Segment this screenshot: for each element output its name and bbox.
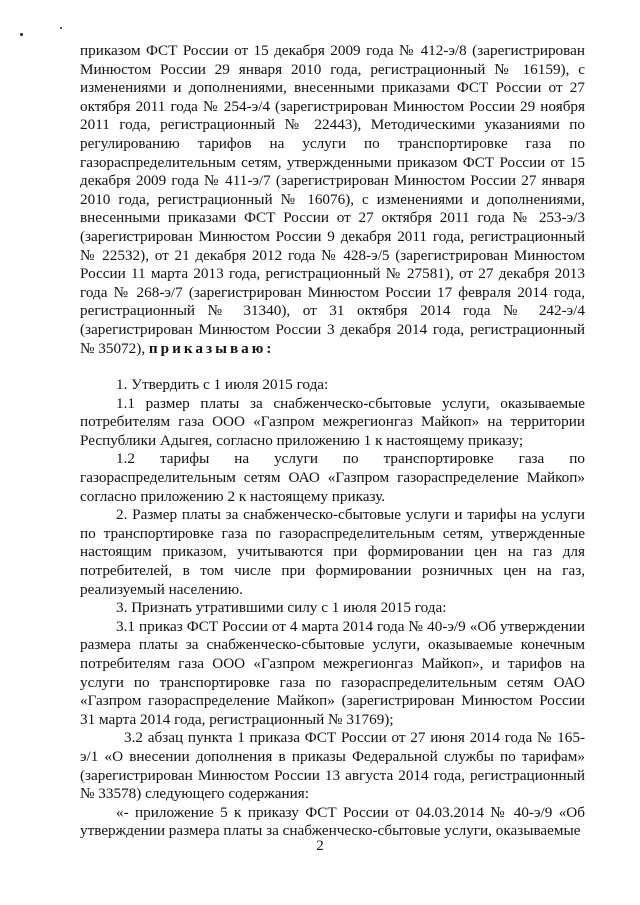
item-3-2-quote: «- приложение 5 к приказу ФСТ России от 04.03.2014 № 40-э/9 «Об утверждении размера платы за снабженческо-сбытовые услуги, оказываемые: [80, 803, 585, 840]
document-body: [80, 42, 585, 841]
item-1: 1. Утвердить с 1 июля 2015 года:: [116, 376, 329, 394]
item-2: 2. Размер платы за снабженческо-сбытовые услуги и тарифы на услуги по транспортировке газа по газораспределительным сетям, утвержденные настоящим приказом, учитываются при формировании цен на газ для потребителей, в том числе при формировании розничных цен на газ, реализуемый населению.: [80, 506, 585, 598]
order-word: приказываю:: [148, 339, 275, 357]
item-1-1: 1.1 размер платы за снабженческо-сбытовые услуги, оказываемые потребителям газа ООО «Газпром межрегионгаз Майкоп» на территории Республики Адыгея, согласно приложению 1 к настоящему приказу;: [80, 394, 585, 449]
item-3: 3. Признать утратившими силу с 1 июля 2015 года:: [116, 599, 447, 617]
item-3-2: 3.2 абзац пункта 1 приказа ФСТ России от 27 июня 2014 года № 165-э/1 «О внесении дополнения в приказы Федеральной службы по тарифам» (зарегистрирован Минюстом России 13 августа 2014 года, регистрационный № 33578) следующего содержания:: [80, 729, 585, 803]
page-number: 2: [316, 838, 324, 854]
paragraph-gap: [80, 358, 585, 376]
item-3-1: 3.1 приказ ФСТ России от 4 марта 2014 года № 40-э/9 «Об утверждении размера платы за снабженческо-сбытовые услуги, оказываемые конечным потребителям газа ООО «Газпром межрегионгаз Майкоп», и тарифов на услуги по транспортировке газа по газораспределительным сетям ОАО «Газпром газораспределение Майкоп» (зарегистрирован Минюстом России 31 марта 2014 года, регистрационный № 31769);: [80, 617, 585, 728]
scan-speck: [20, 33, 23, 36]
intro-paragraph: приказом ФСТ России от 15 декабря 2009 года № 412-э/8 (зарегистрирован Минюстом России 29 января 2010 года, регистрационный № 16159), с изменениями и дополнениями, внесенными приказами ФСТ России от 27 октября 2011 года № 254-э/4 (зарегистрирован Минюстом России 29 ноября 2011 года, регистрационный № 22443), Методическими указаниями по регулированию тарифов на услуги по транспортировке газа по газораспределительным сетям, утвержденными приказом ФСТ России от 15 декабря 2009 года № 411-э/7 (зарегистрирован Минюстом России 27 января 2010 года, регистрационный № 16076), с изменениями и дополнениями, внесенными приказами ФСТ России от 27 октября 2011 года № 253-э/3 (зарегистрирован Минюстом России 9 декабря 2011 года, регистрационный № 22532), от 21 декабря 2012 года № 428-э/5 (зарегистрирован Минюстом России 11 марта 2013 года, регистрационный № 27581), от 27 декабря 2013 года № 268-э/7 (зарегистрирован Минюстом России 17 февраля 2014 года, регистрационный № 31340), от 31 октября 2014 года № 242-э/4 (зарегистрирован Минюстом России 3 декабря 2014 года, регистрационный № 35072),: [80, 42, 585, 357]
scan-speck: [60, 27, 62, 29]
item-1-2: 1.2 тарифы на услуги по транспортировке газа по газораспределительным сетям ОАО «Газпром газораспределение Майкоп» согласно приложению 2 к настоящему приказу.: [80, 450, 585, 505]
